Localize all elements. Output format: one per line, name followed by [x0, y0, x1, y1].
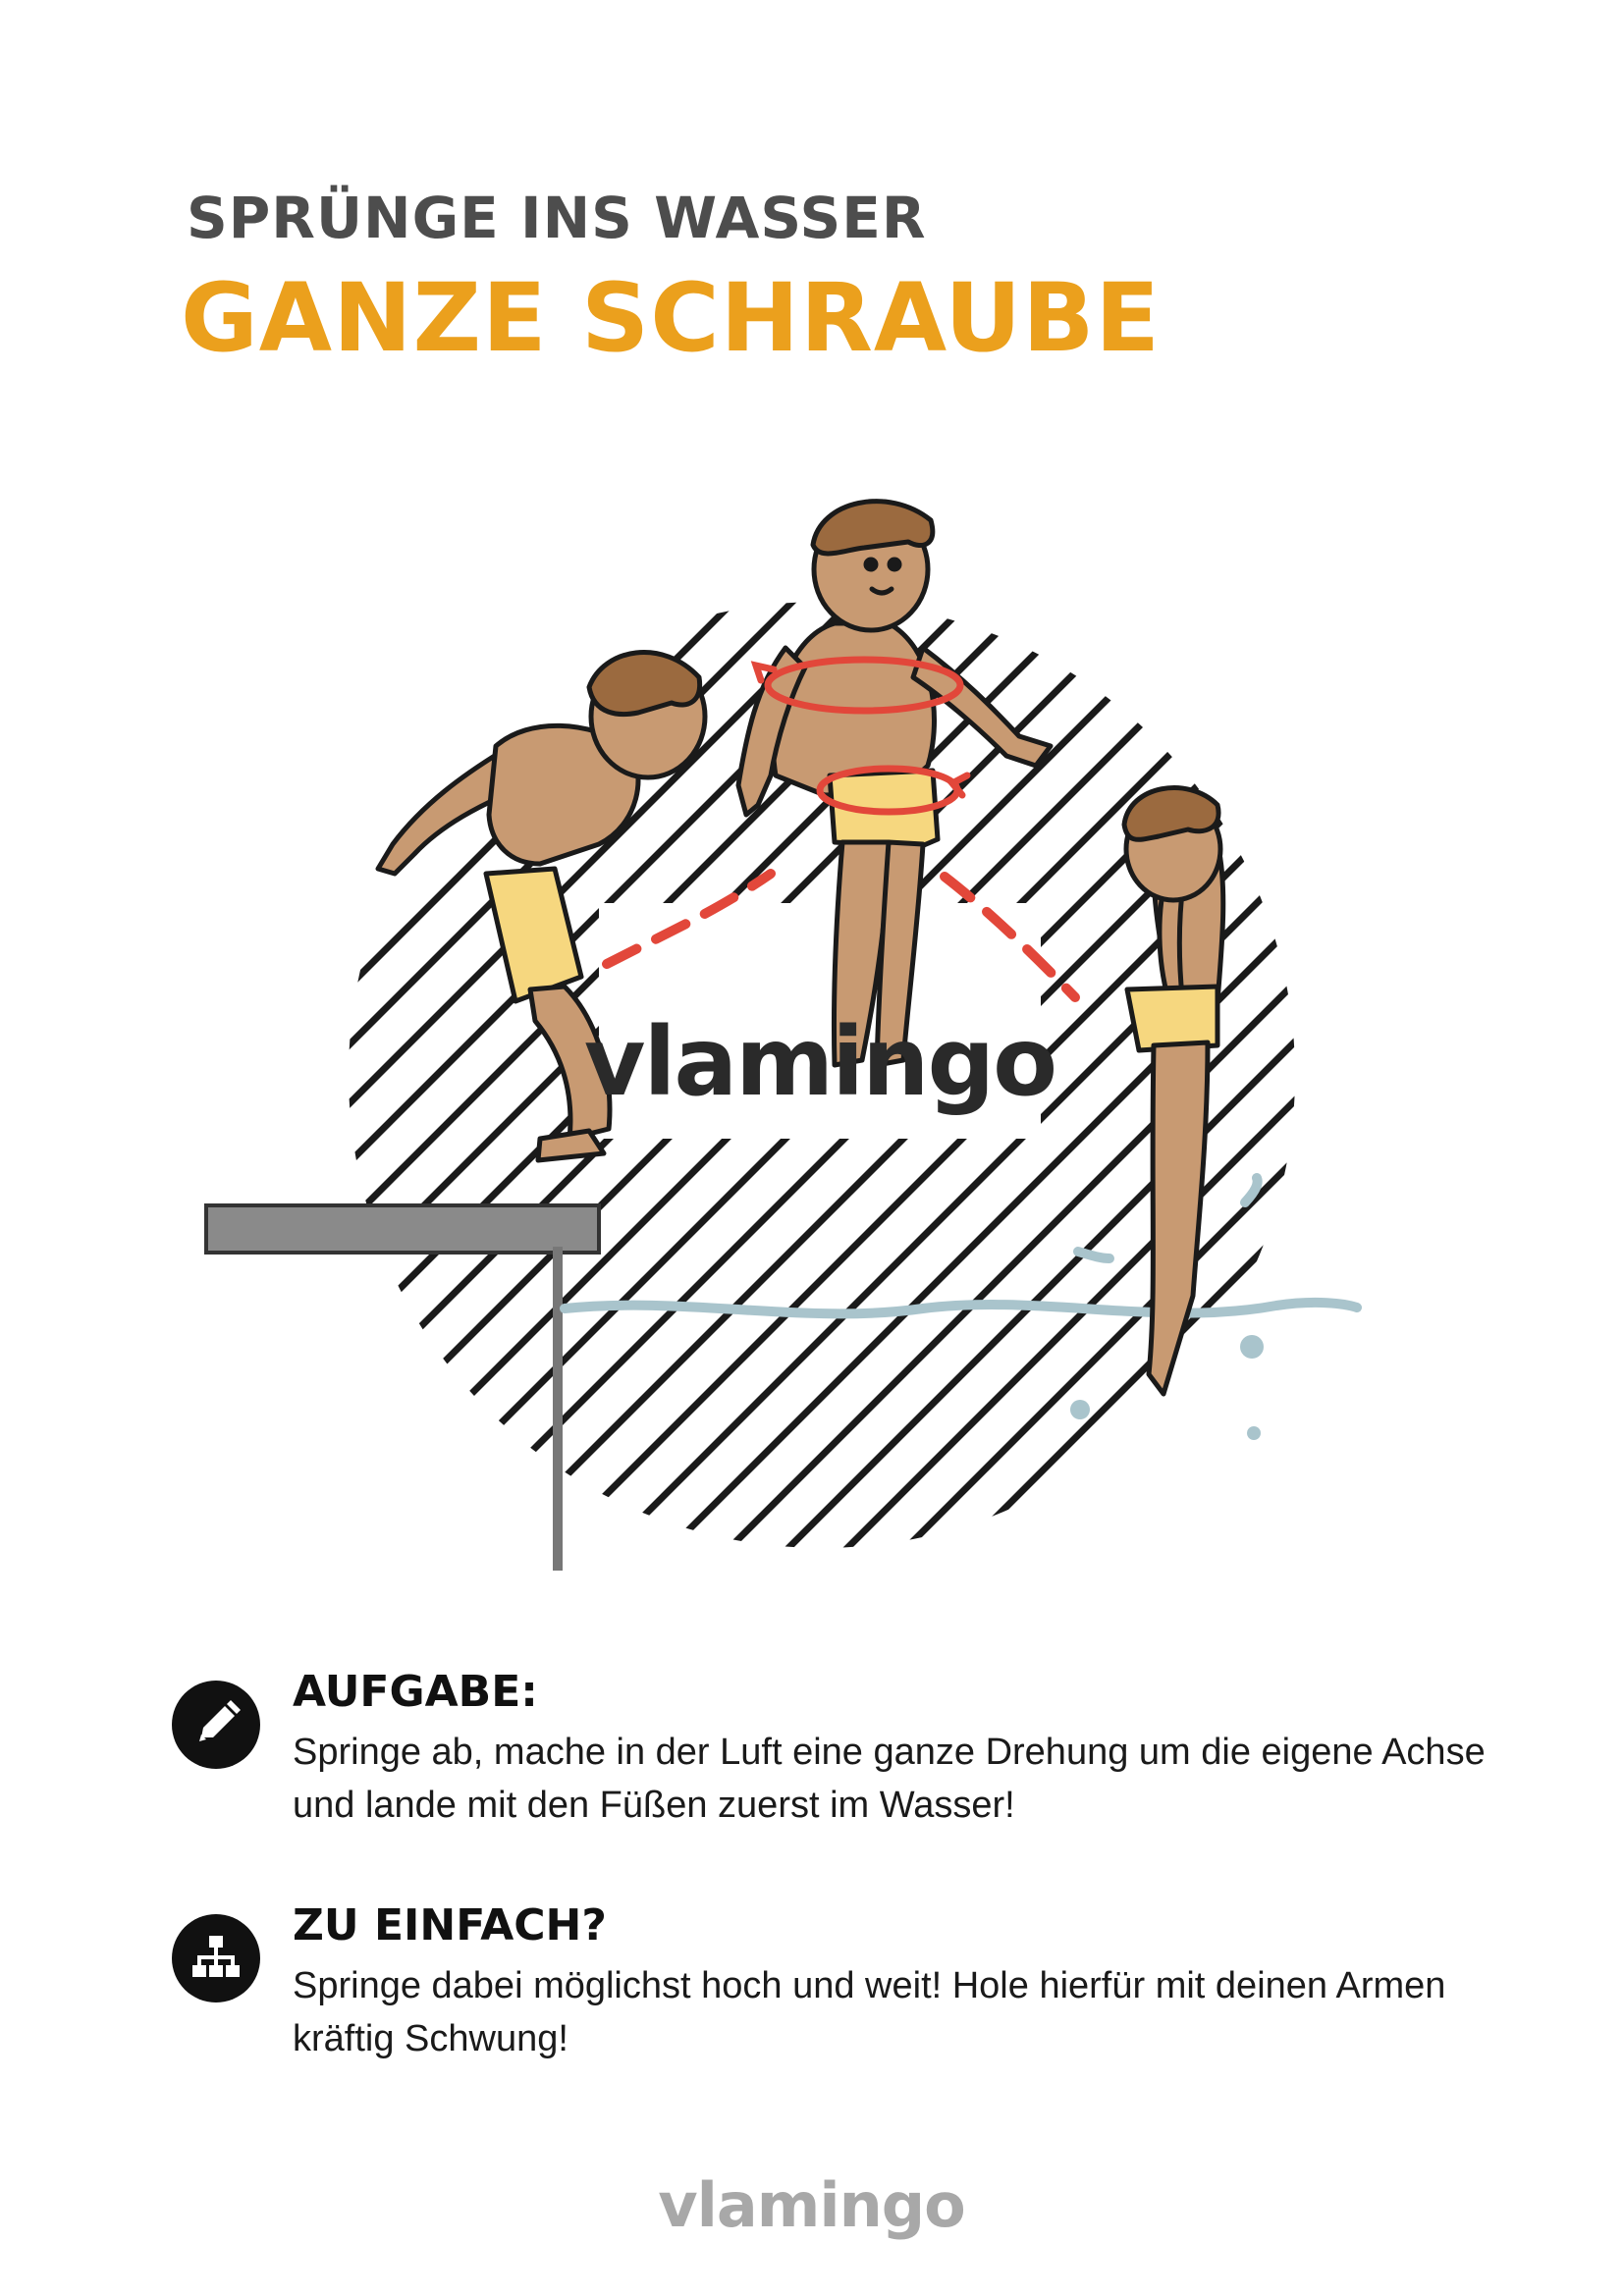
page-overline: SPRÜNGE INS WASSER: [187, 185, 927, 251]
illustration-watermark: vlamingo: [583, 1007, 1056, 1117]
hierarchy-icon: [172, 1914, 260, 2002]
page-title: GANZE SCHRAUBE: [181, 263, 1161, 373]
pencil-icon: [172, 1681, 260, 1769]
too-easy-body: Springe dabei möglichst hoch und weit! Hole hierfür mit deinen Armen kräftig Schwung!: [293, 1965, 1446, 2059]
task-heading: AUFGABE:: [293, 1667, 538, 1717]
too-easy-heading: ZU EINFACH?: [293, 1900, 607, 1950]
hierarchy-icon-badge: [172, 1914, 260, 2002]
footer-logo: vlamingo: [658, 2169, 965, 2241]
dive-illustration: [0, 452, 1623, 1571]
pencil-icon-badge: [172, 1681, 260, 1769]
task-body: Springe ab, mache in der Luft eine ganze Drehung um die eigene Achse und lande mit den Füßen zuerst im Wasser!: [293, 1732, 1486, 1826]
